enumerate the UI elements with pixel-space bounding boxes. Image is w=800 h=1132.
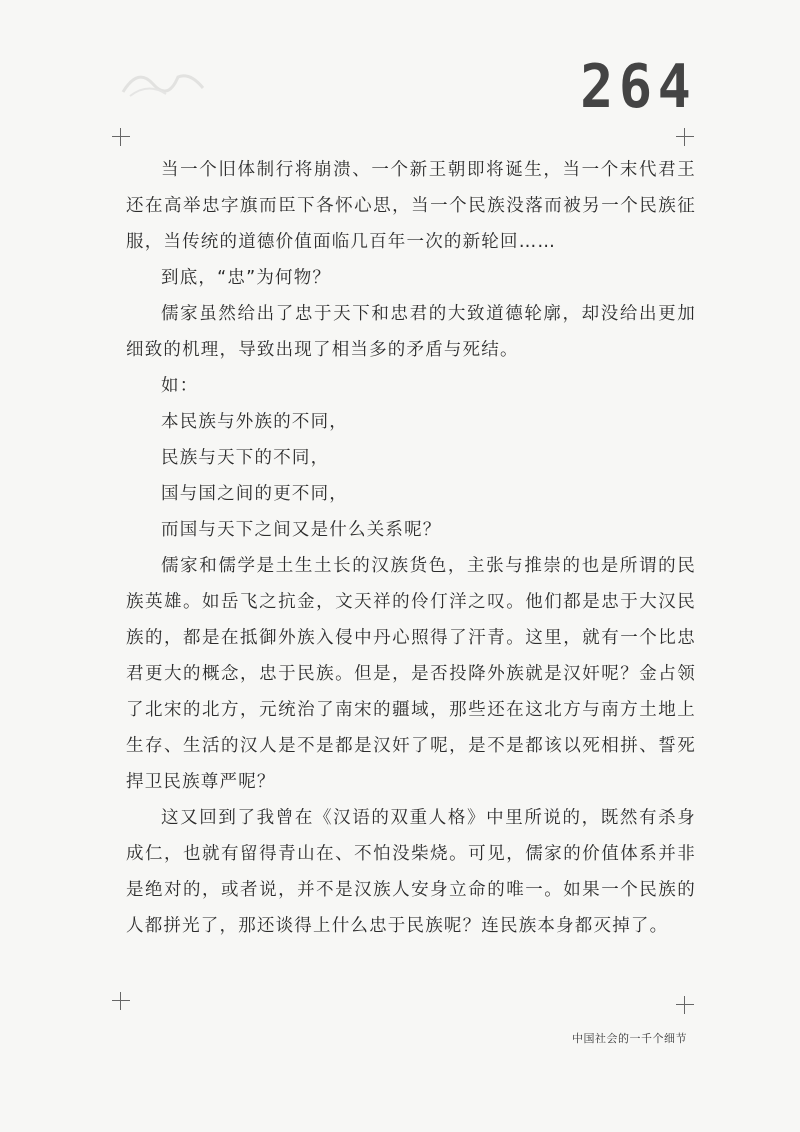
crop-mark-top-left [112,128,130,146]
page-number: 264 [579,52,696,122]
crop-mark-bottom-right [676,996,694,1014]
paragraph: 到底，“忠”为何物？ [161,268,332,288]
paragraph: 儒家和儒学是土生土长的汉族货色，主张与推崇的也是所谓的民族英雄。如岳飞之抗金，文天祥的伶仃洋之叹。他们都是忠于大汉民族的，都是在抵御外族入侵中丹心照得了汗青。这里，就有一个比忠君更大的概念，忠于民族。但是，是否投降外族就是汉奸呢？金占领了北宋的北方，元统治了南宋的疆域，那些还在这北方与南方土地上生存、生活的汉人是不是都是汉奸了呢，是不是都该以死相拼、誓死捍卫民族尊严呢？ [126,556,696,792]
paragraph: 民族与天下的不同， [161,448,330,468]
paragraph: 儒家虽然给出了忠于天下和忠君的大致道德轮廓，却没给出更加细致的机理，导致出现了相当多的矛盾与死结。 [126,304,696,360]
scan-smudge [118,62,208,102]
paragraph: 如： [161,376,199,396]
running-footer: 中国社会的一千个细节 [572,1032,687,1045]
paragraph: 本民族与外族的不同， [161,412,348,432]
paragraph: 国与国之间的更不同， [161,484,348,504]
body-text [126,152,696,944]
crop-mark-bottom-left [112,992,130,1010]
paragraph: 这又回到了我曾在《汉语的双重人格》中里所说的，既然有杀身成仁，也就有留得青山在、不怕没柴烧。可见，儒家的价值体系并非是绝对的，或者说，并不是汉族人安身立命的唯一。如果一个民族的人都拼光了，那还谈得上什么忠于民族呢？连民族本身都灭掉了。 [126,808,696,936]
paragraph: 当一个旧体制行将崩溃、一个新王朝即将诞生，当一个末代君王还在高举忠字旗而臣下各怀心思，当一个民族没落而被另一个民族征服，当传统的道德价值面临几百年一次的新轮回…… [126,160,696,252]
paragraph: 而国与天下之间又是什么关系呢？ [161,520,442,540]
crop-mark-top-right [676,128,694,146]
